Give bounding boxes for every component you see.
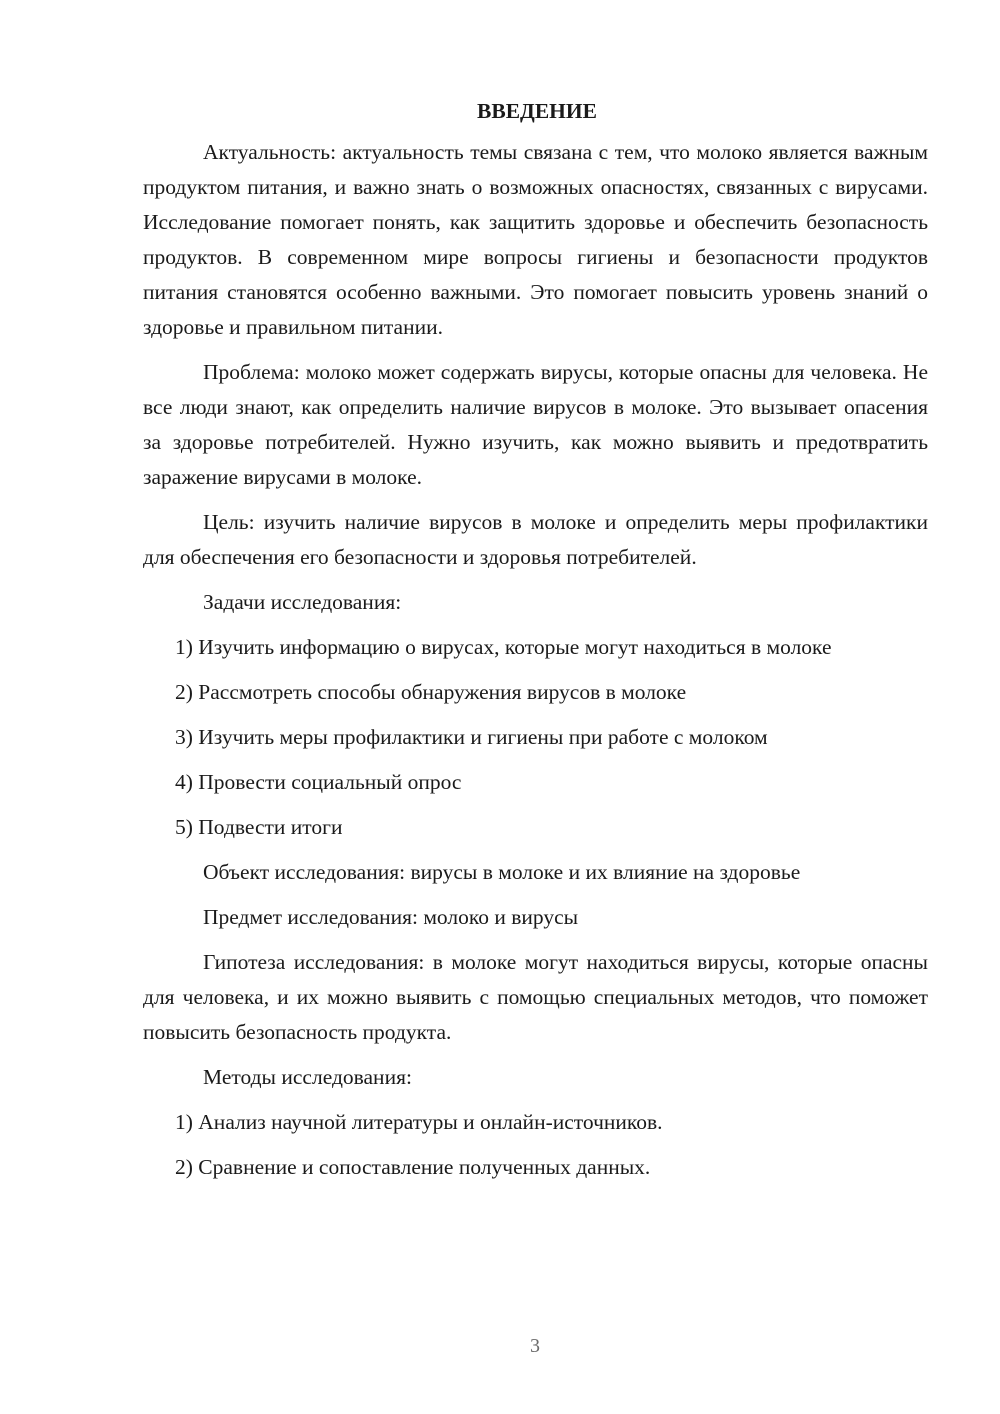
section-heading: ВВЕДЕНИЕ: [477, 99, 597, 123]
page-number: 3: [530, 1335, 540, 1357]
goal-paragraph: Цель: изучить наличие вирусов в молоке и определить меры профилактики для обеспечения его безопасности и здоровья потребителей.: [143, 510, 928, 569]
document-body: [143, 96, 928, 1185]
task-item-1: 1) Изучить информацию о вирусах, которые могут находиться в молоке: [175, 635, 832, 659]
task-item-4: 4) Провести социальный опрос: [175, 770, 462, 794]
problem-paragraph: Проблема: молоко может содержать вирусы, которые опасны для человека. Не все люди знают, как определить наличие вирусов в молоке. Это вызывает опасения за здоровье потребителей. Нужно изучить, как можно выявить и предотвратить заражение вирусами в молоке.: [143, 360, 928, 489]
relevance-paragraph: Актуальность: актуальность темы связана с тем, что молоко является важным продуктом питания, и важно знать о возможных опасностях, связанных с вирусами. Исследование помогает понять, как защитить здоровье и обеспечить безопасность продуктов. В современном мире вопросы гигиены и безопасности продуктов питания становятся особенно важными. Это помогает повысить уровень знаний о здоровье и правильном питании.: [143, 140, 928, 339]
method-item-1: 1) Анализ научной литературы и онлайн-источников.: [175, 1110, 663, 1134]
subject-paragraph: Предмет исследования: молоко и вирусы: [203, 905, 579, 929]
tasks-title: Задачи исследования:: [203, 590, 402, 614]
object-paragraph: Объект исследования: вирусы в молоке и их влияние на здоровье: [203, 860, 801, 884]
task-item-3: 3) Изучить меры профилактики и гигиены при работе с молоком: [175, 725, 768, 749]
task-item-2: 2) Рассмотреть способы обнаружения вирусов в молоке: [175, 680, 687, 704]
methods-title: Методы исследования:: [203, 1065, 412, 1089]
hypothesis-paragraph: Гипотеза исследования: в молоке могут находиться вирусы, которые опасны для человека, и их можно выявить с помощью специальных методов, что поможет повысить безопасность продукта.: [143, 950, 928, 1044]
method-item-2: 2) Сравнение и сопоставление полученных данных.: [175, 1155, 651, 1179]
task-item-5: 5) Подвести итоги: [175, 815, 343, 839]
